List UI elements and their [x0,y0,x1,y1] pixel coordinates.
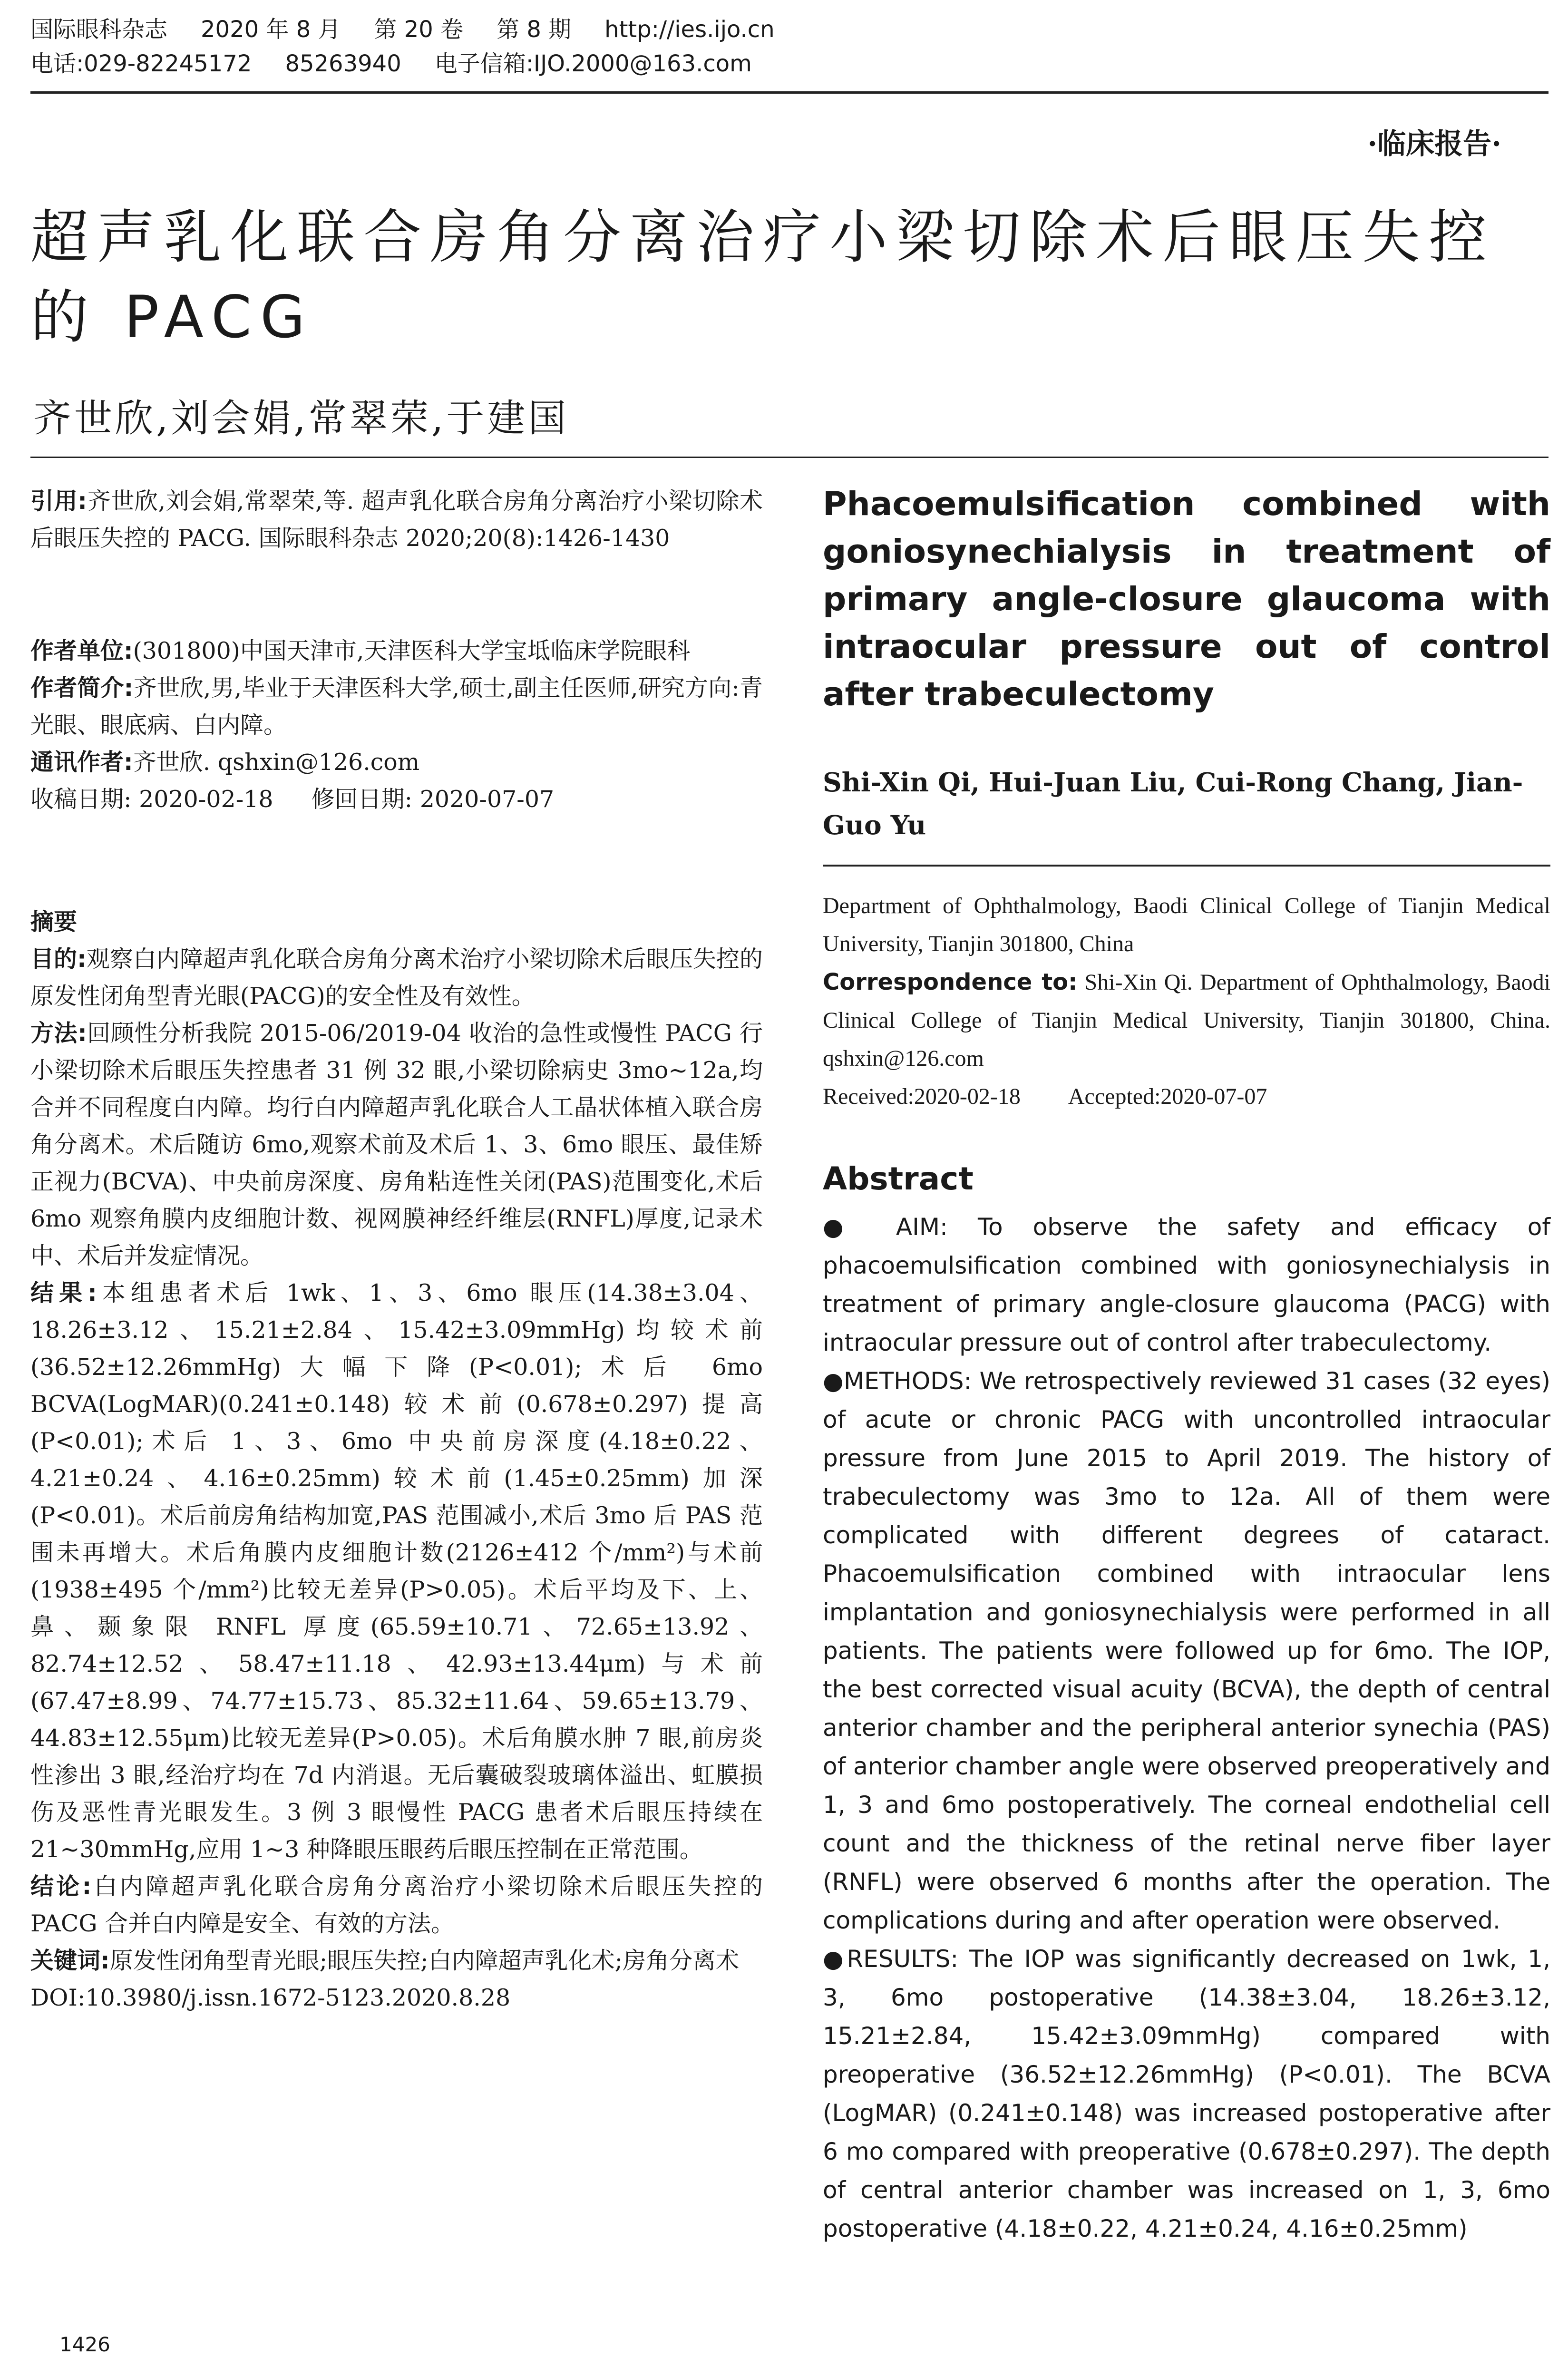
article-title: 超声乳化联合房角分离治疗小梁切除术后眼压失控的 PACG [30,204,1495,351]
methods-text-en: We retrospectively reviewed 31 cases (32 eyes) of acute or chronic PACG with uncontrolled intraocular pressure from June 2015 to April 2019. The history of trabeculectomy was 3mo to 12a. All of them were complicated with different degrees of cataract. Phacoemulsification combined with intraocular lens implantation and goniosynechialysis were performed in all patients. The patients were followed up for 6mo. The IOP, the best corrected visual acuity (BCVA), the depth of central anterior chamber and the peripheral anterior synechia (PAS) of anterior chamber angle were observed preoperatively and 1, 3 and 6mo postoperatively. The corneal endothelial cell count and the thickness of the retinal nerve fiber layer (RNFL) were observed 6 months after the operation. The complications during and after operation were observed. [823,1367,1550,1934]
accepted-en: Accepted:2020-07-07 [1068,1084,1267,1109]
method-text-cn: 回顾性分析我院 2015-06/2019-04 收治的急性或慢性 PACG 行小梁切除术后眼压失控患者 31 例 32 眼,小梁切除病史 3mo~12a,均合并不同程度白内障。均行白内障超声乳化联合人工晶状体植入联合房角分离术。术后随访 6mo,观察术前及术后 1、3、6mo 眼压、最佳矫正视力(BCVA)、中央前房深度、房角粘连性关闭(PAS)范围变化,术后 6mo 观察角膜内皮细胞计数、视网膜神经纤维层(RNFL)厚度,记录术中、术后并发症情况。 [30,1020,763,1269]
cite-text: 齐世欣,刘会娟,常翠荣,等. 超声乳化联合房角分离治疗小梁切除术后眼压失控的 PACG. 国际眼科杂志 2020;20(8):1426-1430 [30,487,763,552]
keywords-text-cn: 原发性闭角型青光眼;眼压失控;白内障超声乳化术;房角分离术 [109,1947,740,1974]
aim-text-cn: 观察白内障超声乳化联合房角分离术治疗小梁切除术后眼压失控的原发性闭角型青光眼(PACG)的安全性及有效性。 [30,945,763,1010]
corr-label: 通讯作者: [30,749,133,776]
department: Department of Ophthalmology, Baodi Clinical College of Tianjin Medical University, Tianjin 301800, China [823,893,1550,956]
method-label-cn: 方法: [30,1020,87,1047]
author-info-block [30,633,763,818]
journal-url[interactable]: http://ies.ijo.cn [604,16,775,43]
conclusion-label-cn: 结论: [30,1873,92,1900]
running-header-line2 [30,48,785,80]
phone: 电话:029-82245172 [30,50,252,77]
volume: 第 20 卷 [374,16,464,43]
aim-text-en: To observe the safety and efficacy of phacoemulsification combined with goniosynechialysis in treatment of primary angle-closure glaucoma (PACG) with intraocular pressure out of control after trabeculectomy. [823,1213,1550,1356]
keywords-label-cn: 关键词: [30,1947,110,1974]
title-rule [30,457,1549,458]
cite-label: 引用: [30,487,87,515]
result-label-cn: 结果: [30,1279,97,1306]
abstract-heading-cn: 摘要 [30,908,78,935]
results-label-en: ●RESULTS: [823,1945,959,1973]
aim-label-en: ● AIM: [823,1213,948,1241]
correspondence-label: Correspondence to: [823,969,1078,995]
section-label: ·临床报告· [1367,127,1501,161]
english-authors: Shi-Xin Qi, Hui-Juan Liu, Cui-Rong Chang, Jian-Guo Yu [823,767,1523,840]
issue-date: 2020 年 8 月 [201,16,341,43]
aim-label-cn: 目的: [30,945,87,973]
correspondence-text: Shi-Xin Qi. Department of Ophthalmology, Baodi Clinical College of Tianjin Medical University, Tianjin 301800, China. qshxin@126.com [823,970,1551,1071]
header-rule [30,91,1549,94]
english-affiliation-block [823,887,1550,1116]
unit-text: (301800)中国天津市,天津医科大学宝坻临床学院眼科 [133,637,691,664]
chinese-abstract [30,904,763,2017]
author-list: 齐世欣,刘会娟,常翠荣,于建国 [33,396,569,440]
citation-block [30,483,763,557]
english-abstract-body [823,1208,1550,2248]
journal-name: 国际眼科杂志 [30,16,168,43]
page-number: 1426 [59,2333,110,2356]
received-en: Received:2020-02-18 [823,1084,1021,1109]
issue-number: 第 8 期 [497,16,572,43]
doi[interactable]: DOI:10.3980/j.issn.1672-5123.2020.8.28 [30,1984,511,2011]
methods-label-en: ●METHODS: [823,1367,972,1395]
english-author-rule [823,865,1550,867]
result-text-cn: 本组患者术后 1wk、1、3、6mo 眼压(14.38±3.04、18.26±3.12、15.21±2.84、15.42±3.09mmHg)均较术前(36.52±12.26mmHg)大幅下降(P<0.01);术后 6mo BCVA(LogMAR)(0.241±0.148)较术前(0.678±0.297)提高(P<0.01);术后 1、3、6mo 中央前房深度(4.18±0.22、4.21±0.24、4.16±0.25mm)较术前(1.45±0.25mm)加深(P<0.01)。术后前房角结构加宽,PAS 范围减小,术后 3mo 后 PAS 范围未再增大。术后角膜内皮细胞计数(2126±412 个/mm²)与术前(1938±495 个/mm²)比较无差异(P>0.05)。术后平均及下、上、鼻、颞象限 RNFL 厚度(65.59±10.71、72.65±13.92、82.74±12.52、58.47±11.18、42.93±13.44μm)与术前(67.47±8.99、74.77±15.73、85.32±11.64、59.65±13.79、44.83±12.55μm)比较无差异(P>0.05)。术后角膜水肿 7 眼,前房炎性渗出 3 眼,经治疗均在 7d 内消退。无后囊破裂玻璃体溢出、虹膜损伤及恶性青光眼发生。3 例 3 眼慢性 PACG 患者术后眼压持续在 21~30mmHg,应用 1~3 种降眼压眼药后眼压控制在正常范围。 [30,1279,763,1863]
email[interactable]: 电子信箱:IJO.2000@163.com [434,50,752,77]
corr-text: 齐世欣. qshxin@126.com [133,749,420,776]
running-header-line1 [30,13,808,46]
received-date: 收稿日期: 2020-02-18 [30,786,273,813]
revised-date: 修回日期: 2020-07-07 [311,786,555,813]
phone-2: 85263940 [285,50,401,77]
abstract-heading-en: Abstract [823,1160,974,1197]
unit-label: 作者单位: [30,637,133,664]
conclusion-text-cn: 白内障超声乳化联合房角分离治疗小梁切除术后眼压失控的 PACG 合并白内障是安全、有效的方法。 [30,1873,763,1937]
bio-label: 作者简介: [30,674,134,701]
bio-text: 齐世欣,男,毕业于天津医科大学,硕士,副主任医师,研究方向:青光眼、眼底病、白内障。 [30,674,763,739]
english-title: Phacoemulsification combined with goniosynechialysis in treatment of primary angle-closure glaucoma with intraocular pressure out of control after trabeculectomy [823,485,1550,713]
results-text-en: The IOP was significantly decreased on 1wk, 1, 3, 6mo postoperative (14.38±3.04, 18.26±3.12, 15.21±2.84, 15.42±3.09mmHg) compared with preoperative (36.52±12.26mmHg) (P<0.01). The BCVA (LogMAR) (0.241±0.148) was increased postoperative after 6 mo compared with preoperative (0.678±0.297). The depth of central anterior chamber was increased on 1, 3, 6mo postoperative (4.18±0.22, 4.21±0.24, 4.16±0.25mm) [823,1945,1550,2242]
